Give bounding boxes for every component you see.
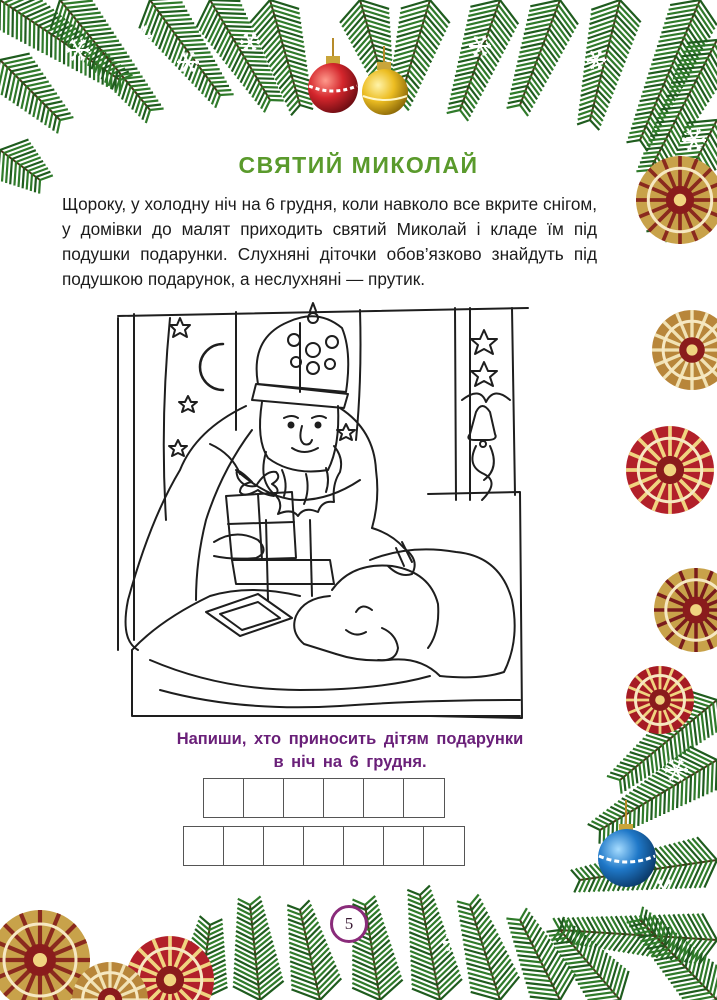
letter-box[interactable] <box>264 827 304 865</box>
intro-paragraph: Щороку, у холодну ніч на 6 грудня, коли навколо все вкрите снігом, у домівки до малят приходить святий Миколай і кладе їм під подушки подарунки. Слухняні діточки обов’язково знайдуть під подушкою подарунок, а неслухняні — прутик. <box>62 194 597 289</box>
page-title: СВЯТИЙ МИКОЛАЙ <box>238 152 479 178</box>
task-instruction <box>110 728 590 774</box>
letter-box[interactable] <box>324 779 364 817</box>
letter-box[interactable] <box>364 779 404 817</box>
star-icon <box>179 396 197 412</box>
answer-row-2 <box>183 826 465 866</box>
letter-box[interactable] <box>224 827 264 865</box>
star-icon <box>170 318 190 337</box>
letter-box[interactable] <box>424 827 464 865</box>
saint-nicholas-figure <box>126 303 415 650</box>
letter-box[interactable] <box>304 827 344 865</box>
letter-box[interactable] <box>384 827 424 865</box>
letter-box[interactable] <box>204 779 244 817</box>
star-icon <box>169 440 187 456</box>
letter-box[interactable] <box>244 779 284 817</box>
page-number-badge: 5 <box>330 905 368 943</box>
sleeping-child <box>294 549 514 677</box>
star-icon <box>337 424 355 440</box>
letter-box[interactable] <box>344 827 384 865</box>
answer-row-1 <box>203 778 445 818</box>
star-icon <box>471 362 497 386</box>
task-line-1: Напиши, хто приносить дітям подарунки <box>176 730 524 748</box>
letter-box[interactable] <box>184 827 224 865</box>
letter-box[interactable] <box>284 779 324 817</box>
moon-icon <box>200 344 223 390</box>
star-icon <box>471 330 497 354</box>
task-line-2: в ніч на 6 грудня. <box>273 753 427 771</box>
bed-blanket <box>132 590 520 716</box>
letter-box[interactable] <box>404 779 444 817</box>
